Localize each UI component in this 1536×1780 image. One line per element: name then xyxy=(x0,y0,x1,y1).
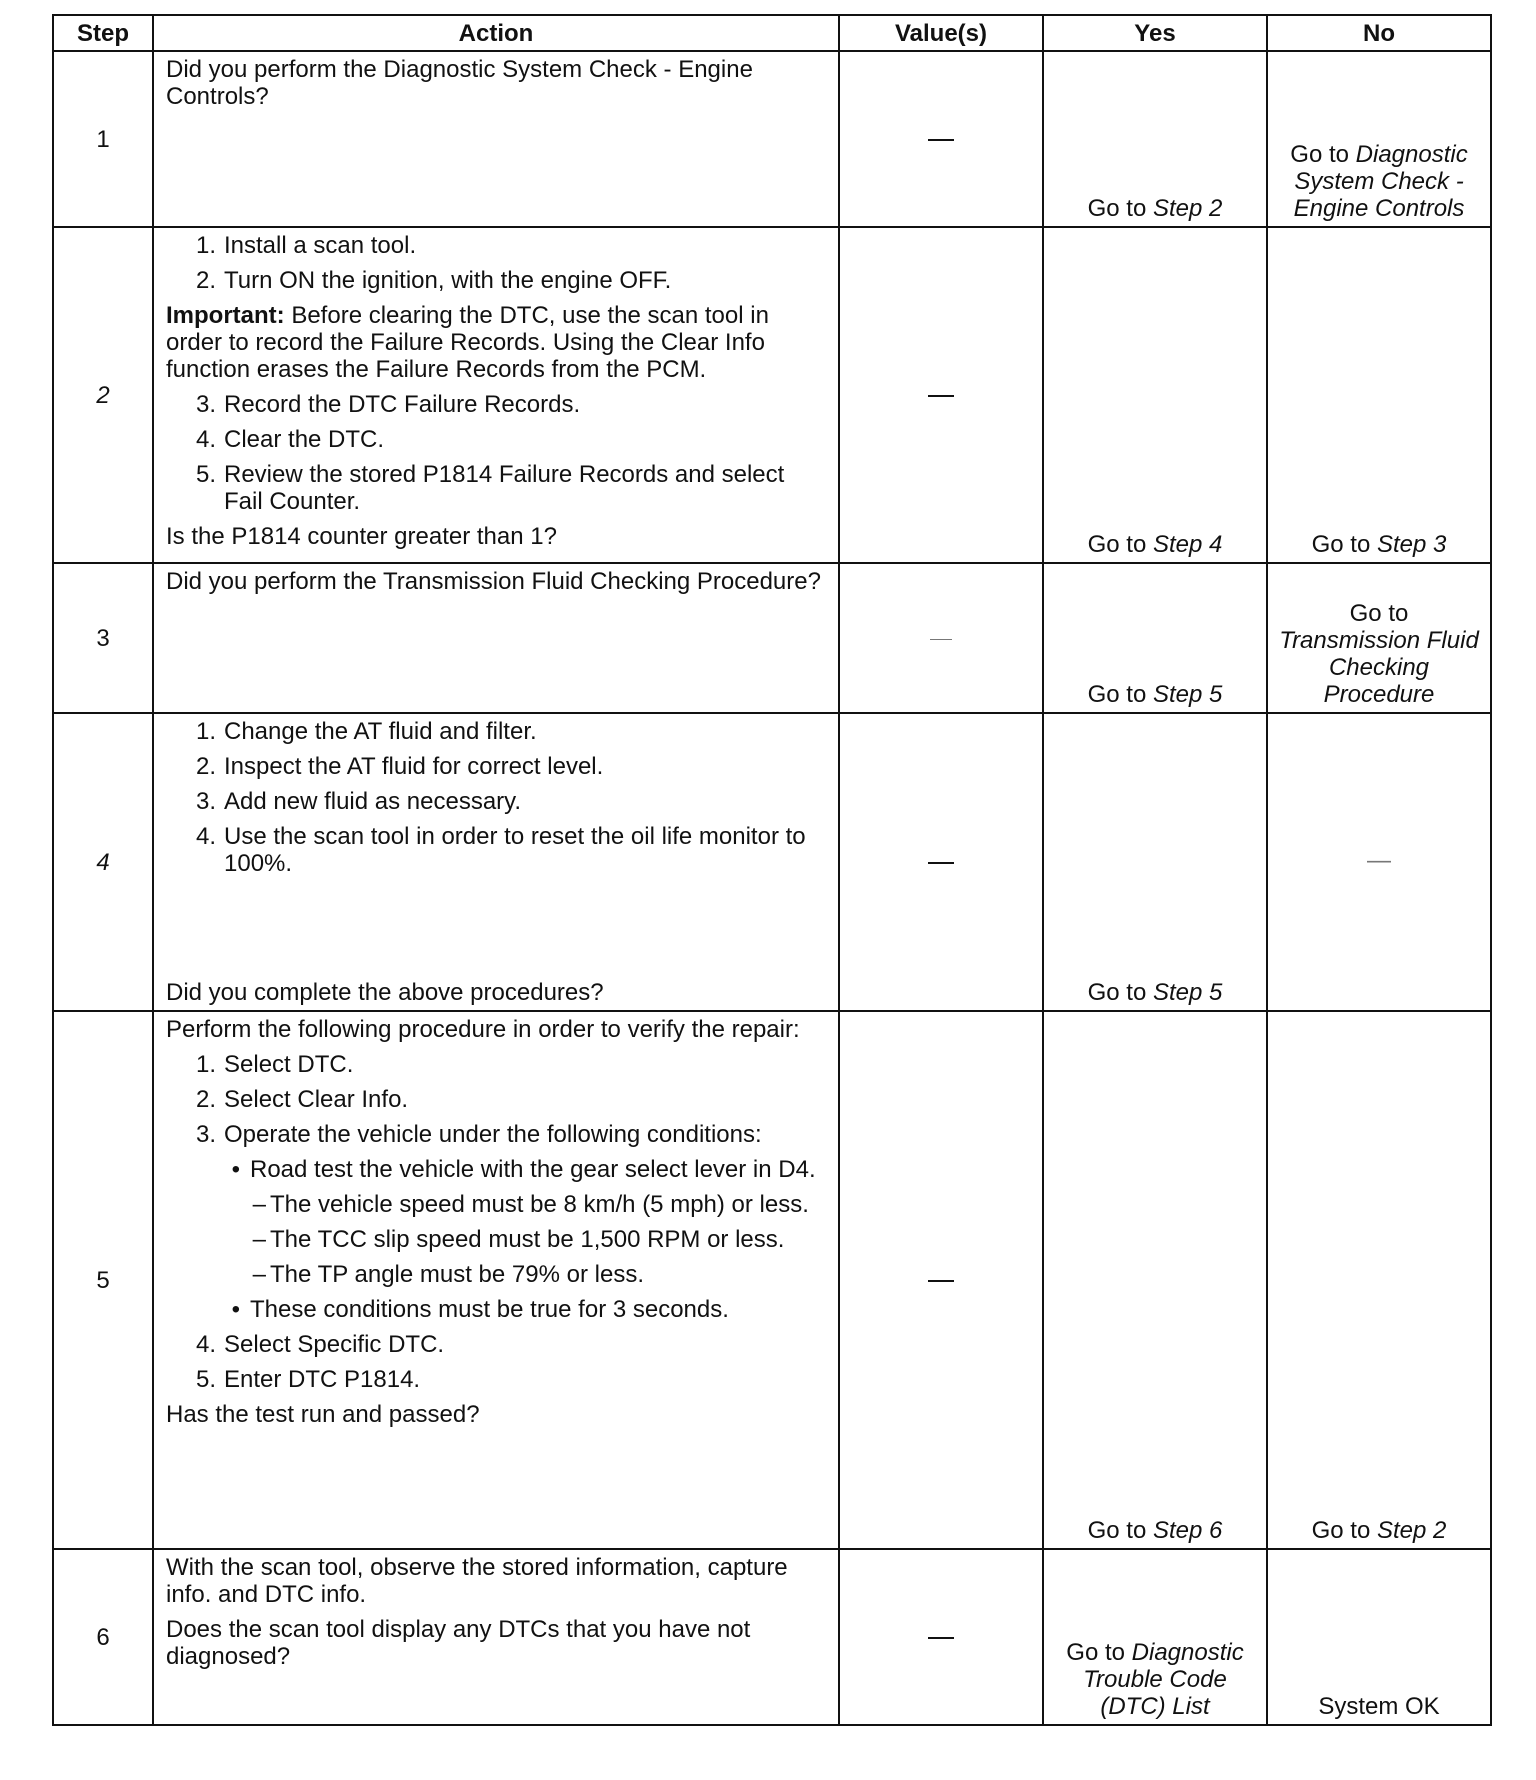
list-item: – The TP angle must be 79% or less. xyxy=(252,1261,644,1288)
action-question: Has the test run and passed? xyxy=(166,1401,480,1428)
yes-prefix: Go to xyxy=(1087,1517,1153,1544)
table-row-step-3 xyxy=(53,563,1491,713)
yes-prefix: Go to xyxy=(1087,195,1153,222)
value-dash xyxy=(930,639,952,640)
value-dash xyxy=(928,139,954,141)
action-text: With the scan tool, observe the stored information, capture info. and DTC info. xyxy=(166,1554,788,1608)
step-list xyxy=(166,232,828,294)
step-list xyxy=(166,1051,828,1148)
no-cell xyxy=(1267,1549,1491,1725)
value-cell xyxy=(839,1549,1043,1725)
step-list xyxy=(166,1331,828,1393)
action-question: Did you complete the above procedures? xyxy=(166,979,604,1006)
action-cell xyxy=(153,1549,839,1725)
value-cell xyxy=(839,227,1043,563)
yes-cell xyxy=(1043,713,1267,1011)
step-number: 6 xyxy=(53,1549,153,1725)
yes-link[interactable]: Step 5 xyxy=(1152,681,1223,708)
list-item: 3. Operate the vehicle under the following conditions: xyxy=(195,1121,762,1148)
table-row-step-6 xyxy=(53,1549,1491,1725)
list-item: 4. Select Specific DTC. xyxy=(195,1331,445,1358)
no-prefix: Go to xyxy=(1349,600,1409,627)
list-item: 2. Turn ON the ignition, with the engine OFF. xyxy=(195,267,672,294)
important-label: Important: xyxy=(166,302,285,329)
important-note xyxy=(166,302,828,383)
no-cell xyxy=(1267,713,1491,1011)
value-dash xyxy=(928,1280,954,1282)
list-item: 1. Select DTC. xyxy=(195,1051,354,1078)
value-dash xyxy=(928,395,954,397)
action-cell xyxy=(153,227,839,563)
list-item: • These conditions must be true for 3 seconds. xyxy=(231,1296,729,1323)
list-item: 5. Review the stored P1814 Failure Records and select Fail Counter. xyxy=(195,461,785,515)
step-number: 2 xyxy=(53,227,153,563)
table-row-step-2 xyxy=(53,227,1491,563)
no-link[interactable]: Transmission Fluid Checking Procedure xyxy=(1279,627,1479,708)
action-question: Does the scan tool display any DTCs that you have not diagnosed? xyxy=(166,1616,751,1670)
no-prefix: Go to xyxy=(1311,1517,1377,1544)
no-value: System OK xyxy=(1318,1693,1440,1720)
value-cell xyxy=(839,563,1043,713)
header-step: Step xyxy=(53,15,153,51)
header-action: Action xyxy=(153,15,839,51)
yes-prefix: Go to xyxy=(1066,1639,1132,1666)
list-item: 2. Select Clear Info. xyxy=(195,1086,409,1113)
list-item: 4. Clear the DTC. xyxy=(195,426,385,453)
yes-link[interactable]: Step 4 xyxy=(1152,531,1223,558)
yes-cell xyxy=(1043,227,1267,563)
list-item: • Road test the vehicle with the gear select lever in D4. xyxy=(231,1156,816,1183)
step-number: 3 xyxy=(53,563,153,713)
action-cell xyxy=(153,713,839,1011)
step-number: 5 xyxy=(53,1011,153,1549)
no-cell xyxy=(1267,1011,1491,1549)
step-list xyxy=(166,391,828,515)
yes-link[interactable]: Step 2 xyxy=(1152,195,1223,222)
condition-list xyxy=(166,1156,828,1323)
yes-cell xyxy=(1043,1011,1267,1549)
action-question: Did you perform the Diagnostic System Check - Engine Controls? xyxy=(166,56,753,110)
diagnostic-table xyxy=(52,14,1492,1726)
action-cell xyxy=(153,51,839,227)
step-number: 4 xyxy=(53,713,153,1011)
action-question: Did you perform the Transmission Fluid Checking Procedure? xyxy=(166,568,821,595)
yes-cell xyxy=(1043,51,1267,227)
list-item: 3. Add new fluid as necessary. xyxy=(195,788,522,815)
value-cell xyxy=(839,713,1043,1011)
no-link[interactable]: Diagnostic System Check - Engine Controls xyxy=(1293,141,1468,222)
list-item: – The TCC slip speed must be 1,500 RPM or less. xyxy=(252,1226,785,1253)
header-row xyxy=(53,15,1491,51)
yes-cell xyxy=(1043,1549,1267,1725)
important-text: Before clearing the DTC, use the scan tool in order to record the Failure Records. Using the Clear Info function erases the Failure Records from the PCM. xyxy=(166,302,769,383)
header-values: Value(s) xyxy=(839,15,1043,51)
list-item: 1. Change the AT fluid and filter. xyxy=(195,718,537,745)
no-cell xyxy=(1267,51,1491,227)
table-row-step-1 xyxy=(53,51,1491,227)
value-cell xyxy=(839,51,1043,227)
table-row-step-5 xyxy=(53,1011,1491,1549)
step-list xyxy=(166,718,828,877)
list-item: 1. Install a scan tool. xyxy=(195,232,417,259)
value-dash xyxy=(928,862,954,864)
no-prefix: Go to xyxy=(1290,141,1356,168)
list-item: 5. Enter DTC P1814. xyxy=(195,1366,421,1393)
list-item: 3. Record the DTC Failure Records. xyxy=(195,391,581,418)
value-cell xyxy=(839,1011,1043,1549)
value-dash xyxy=(928,1637,954,1639)
no-prefix: Go to xyxy=(1311,531,1377,558)
no-link[interactable]: Step 3 xyxy=(1376,531,1447,558)
yes-cell xyxy=(1043,563,1267,713)
no-link[interactable]: Step 2 xyxy=(1376,1517,1447,1544)
action-question: Is the P1814 counter greater than 1? xyxy=(166,523,557,550)
step-number: 1 xyxy=(53,51,153,227)
yes-prefix: Go to xyxy=(1087,979,1153,1006)
action-intro: Perform the following procedure in order to verify the repair: xyxy=(166,1016,800,1043)
yes-link[interactable]: Diagnostic Trouble Code (DTC) List xyxy=(1083,1639,1244,1720)
no-value: — xyxy=(1367,846,1391,874)
yes-link[interactable]: Step 6 xyxy=(1152,1517,1223,1544)
table-row-step-4 xyxy=(53,713,1491,1011)
action-cell xyxy=(153,563,839,713)
no-cell xyxy=(1267,227,1491,563)
yes-prefix: Go to xyxy=(1087,681,1153,708)
action-cell xyxy=(153,1011,839,1549)
list-item: 2. Inspect the AT fluid for correct level. xyxy=(195,753,604,780)
no-cell xyxy=(1267,563,1491,713)
header-yes: Yes xyxy=(1043,15,1267,51)
yes-prefix: Go to xyxy=(1087,531,1153,558)
yes-link[interactable]: Step 5 xyxy=(1152,979,1223,1006)
header-no: No xyxy=(1267,15,1491,51)
list-item: – The vehicle speed must be 8 km/h (5 mph) or less. xyxy=(252,1191,809,1218)
list-item: 4. Use the scan tool in order to reset the oil life monitor to 100%. xyxy=(195,823,806,877)
